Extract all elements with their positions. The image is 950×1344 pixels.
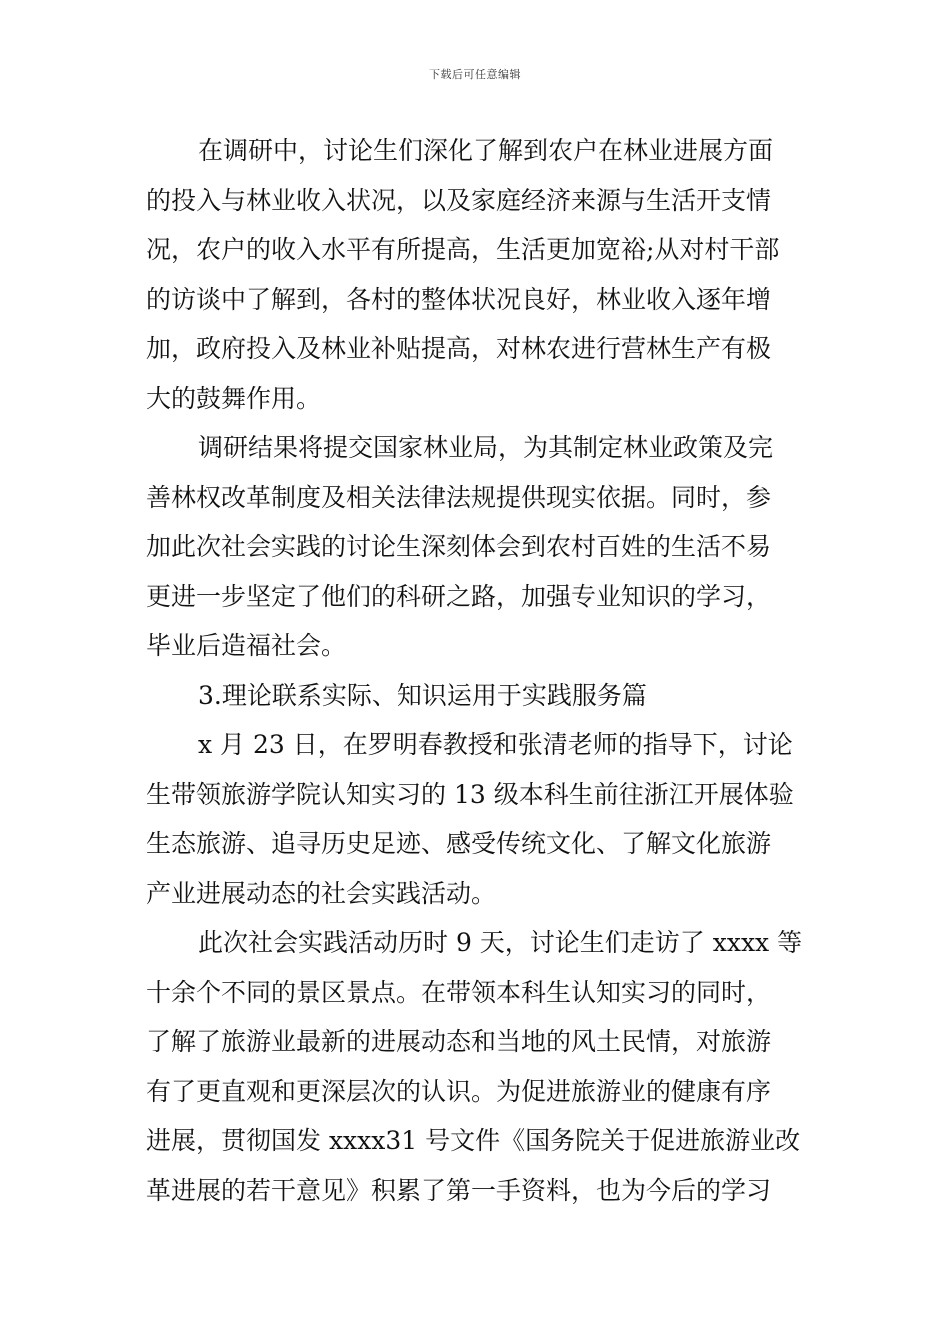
text-line: 了解了旅游业最新的进展动态和当地的风土民情，对旅游: [146, 1027, 772, 1056]
text-line: 加此次社会实践的讨论生深刻体会到农村百姓的生活不易: [146, 532, 772, 561]
text-line: 产业进展动态的社会实践活动。: [146, 878, 497, 908]
text-line: 此次社会实践活动历时 9 天，讨论生们走访了 xxxx 等: [198, 928, 803, 957]
text-line: 革进展的若干意见》积累了第一手资料，也为今后的学习: [146, 1175, 772, 1205]
text-line: 进展，贯彻国发 xxxx31 号文件《国务院关于促进旅游业改: [146, 1126, 801, 1155]
text-line: 况，农户的收入水平有所提高，生活更加宽裕;从对村干部: [146, 235, 780, 264]
text-line: 更进一步坚定了他们的科研之路，加强专业知识的学习，: [146, 581, 772, 611]
text-line: 十余个不同的景区景点。在带领本科生认知实习的同时，: [146, 977, 772, 1007]
text-line: 毕业后造福社会。: [146, 631, 347, 660]
text-line: 加，政府投入及林业补贴提高，对林农进行营林生产有极: [146, 334, 772, 363]
text-line: 调研结果将提交国家林业局，为其制定林业政策及完: [198, 433, 774, 462]
text-line: 有了更直观和更深层次的认识。为促进旅游业的健康有序: [146, 1076, 772, 1106]
text-line: x 月 23 日，在罗明春教授和张清老师的指导下，讨论: [198, 730, 793, 759]
text-line: 大的鼓舞作用。: [146, 383, 322, 413]
text-line: 3.理论联系实际、知识运用于实践服务篇: [198, 680, 647, 710]
paragraph: [146, 918, 808, 1215]
paragraph: [146, 423, 808, 671]
header-note: 下载后可任意编辑: [429, 68, 521, 81]
text-line: 生态旅游、追寻历史足迹、感受传统文化、了解文化旅游: [146, 829, 772, 858]
section-heading: [146, 671, 808, 721]
paragraph: [146, 126, 808, 423]
text-line: 生带领旅游学院认知实习的 13 级本科生前往浙江开展体验: [146, 779, 794, 809]
paragraph: [146, 720, 808, 918]
document-body: [146, 126, 808, 1215]
text-line: 善林权改革制度及相关法律法规提供现实依据。同时，参: [146, 482, 772, 512]
text-line: 的投入与林业收入状况，以及家庭经济来源与生活开支情: [146, 185, 772, 215]
text-line: 在调研中，讨论生们深化了解到农户在林业进展方面: [198, 136, 774, 165]
text-line: 的访谈中了解到，各村的整体状况良好，林业收入逐年增: [146, 284, 772, 314]
